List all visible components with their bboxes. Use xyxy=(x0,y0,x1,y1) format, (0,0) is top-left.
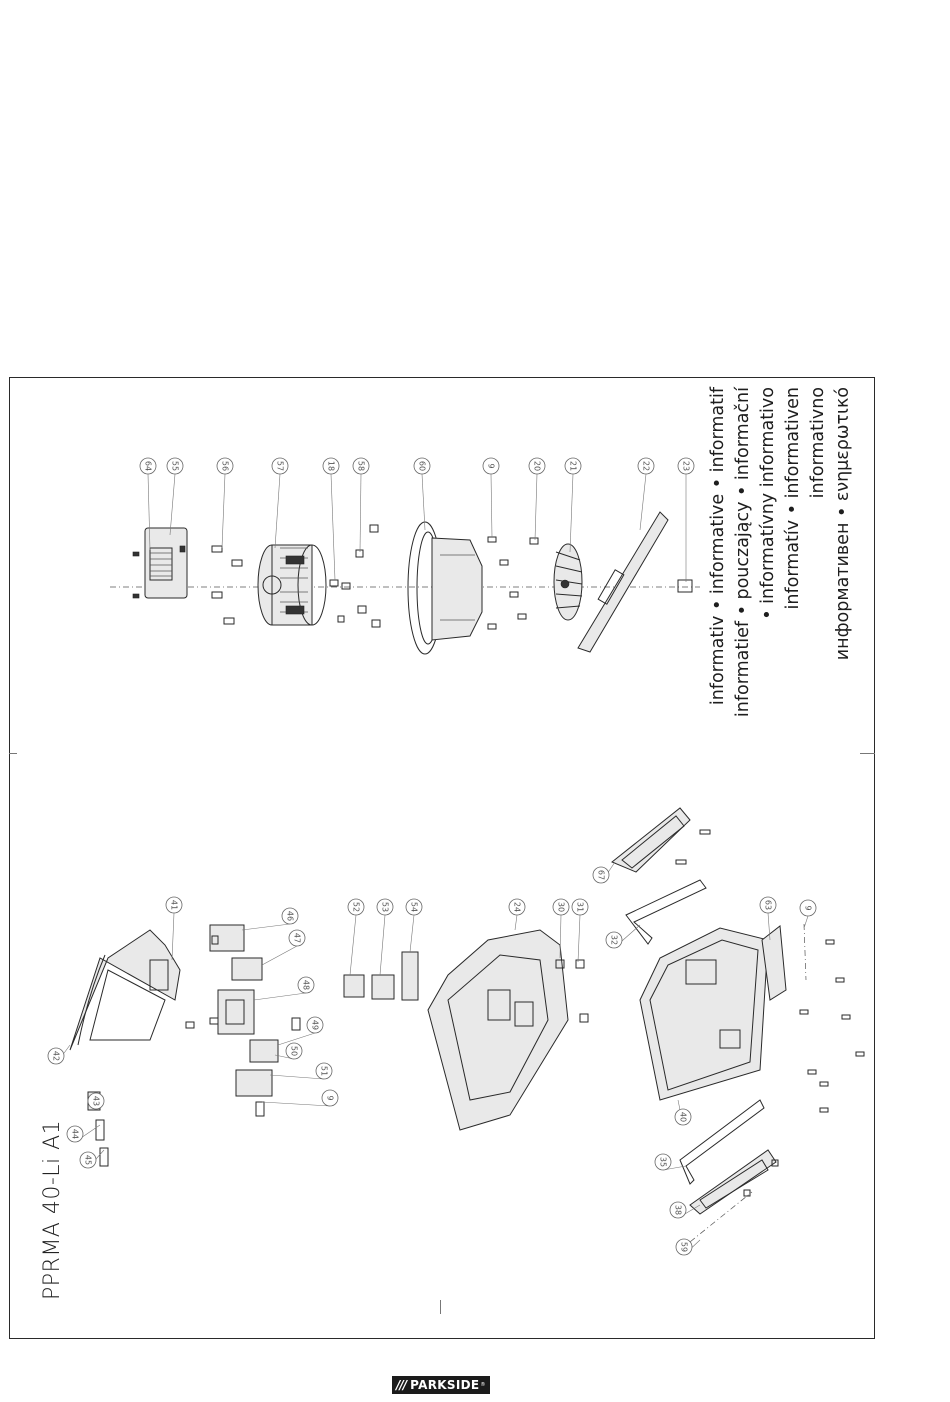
part-number-label: 43 xyxy=(91,1095,101,1107)
leader-line xyxy=(350,915,356,975)
part-number-bubble xyxy=(322,1090,338,1106)
part-number-label: 52 xyxy=(351,901,361,913)
leader-line xyxy=(254,993,306,1000)
leader-line xyxy=(360,474,361,552)
leader-line xyxy=(270,1075,324,1079)
part-number-label: 64 xyxy=(143,460,153,472)
part-number-bubble xyxy=(593,867,609,883)
part-number-bubble xyxy=(88,1093,104,1109)
leader-line xyxy=(331,474,335,580)
part-number-label: 58 xyxy=(356,460,366,472)
part-number-bubble xyxy=(529,458,545,474)
part-number-bubble xyxy=(800,900,816,916)
part-number-label: 67 xyxy=(596,869,606,881)
part-number-label: 38 xyxy=(673,1204,683,1216)
part-number-bubble xyxy=(80,1152,96,1168)
part-number-bubble xyxy=(307,1017,323,1033)
part-number-label: 48 xyxy=(301,979,311,991)
part-number-label: 32 xyxy=(609,934,619,946)
part-number-bubble xyxy=(140,458,156,474)
part-number-bubble xyxy=(406,899,422,915)
part-number-label: 35 xyxy=(658,1156,668,1168)
part-number-bubble xyxy=(414,458,430,474)
part-number-bubble xyxy=(217,458,233,474)
part-number-label: 55 xyxy=(170,460,180,472)
brand-registered-mark: ® xyxy=(480,1382,486,1388)
info-line: информативен • ενημερωτικό xyxy=(833,387,853,661)
main-housing-part xyxy=(428,930,588,1130)
part-number-bubble xyxy=(167,458,183,474)
part-number-bubble xyxy=(166,897,182,913)
motor-housing-part xyxy=(408,522,482,654)
skid-plate-24 xyxy=(612,808,710,872)
part-number-bubble xyxy=(676,1239,692,1255)
part-number-bubble xyxy=(353,458,369,474)
handle-assembly-drawing xyxy=(70,925,588,1166)
part-number-label: 57 xyxy=(275,460,285,472)
part-number-label: 41 xyxy=(169,899,179,911)
part-number-label: 9 xyxy=(803,905,813,911)
leader-line xyxy=(570,474,573,552)
part-number-bubble xyxy=(678,458,694,474)
part-number-label: 54 xyxy=(409,901,419,913)
part-number-label: 53 xyxy=(380,901,390,913)
cutting-blade-part xyxy=(578,512,668,652)
part-number-bubble xyxy=(655,1154,671,1170)
leader-line xyxy=(262,1102,330,1106)
part-number-bubble xyxy=(323,458,339,474)
plate-32 xyxy=(762,926,786,1000)
part-number-bubble xyxy=(572,899,588,915)
info-line: informativno xyxy=(808,387,828,499)
deck-assembly-drawing xyxy=(609,808,864,1253)
leader-line xyxy=(275,474,280,548)
brand-slashes: /// xyxy=(396,1378,407,1392)
parkside-logo xyxy=(392,1376,490,1394)
part-number-bubble xyxy=(282,908,298,924)
part-number-label: 45 xyxy=(83,1154,93,1166)
leader-line xyxy=(535,474,537,540)
brand-name: PARKSIDE xyxy=(410,1378,480,1392)
part-number-label: 60 xyxy=(417,460,427,472)
part-number-bubble xyxy=(48,1048,64,1064)
part-number-bubble xyxy=(286,1043,302,1059)
part-number-label: 24 xyxy=(512,901,522,913)
leader-line xyxy=(170,474,175,535)
info-line: informatief • pouczający • informační xyxy=(733,387,753,718)
part-number-label: 47 xyxy=(292,932,302,944)
leader-line xyxy=(172,913,174,960)
part-number-bubble xyxy=(67,1126,83,1142)
part-number-label: 44 xyxy=(70,1128,80,1140)
part-number-bubble xyxy=(760,897,776,913)
part-number-bubble xyxy=(670,1202,686,1218)
part-number-label: 49 xyxy=(310,1019,320,1031)
part-number-label: 21 xyxy=(568,460,578,472)
part-number-label: 42 xyxy=(51,1050,61,1062)
part-number-bubble xyxy=(289,930,305,946)
part-number-label: 46 xyxy=(285,910,295,922)
part-number-bubble xyxy=(638,458,654,474)
part-number-bubble xyxy=(606,932,622,948)
leader-line xyxy=(380,915,385,975)
part-number-label: 9 xyxy=(486,463,496,469)
part-number-bubble xyxy=(316,1063,332,1079)
leader-line xyxy=(578,915,580,962)
part-number-bubble xyxy=(483,458,499,474)
part-number-label: 63 xyxy=(763,899,773,911)
part-number-bubble xyxy=(675,1109,691,1125)
informative-languages-block xyxy=(706,387,856,772)
part-number-bubble xyxy=(348,899,364,915)
control-module-part xyxy=(133,528,187,598)
part-number-label: 31 xyxy=(575,901,585,913)
leader-line xyxy=(515,915,517,930)
part-number-bubble xyxy=(565,458,581,474)
leader-line xyxy=(422,474,425,530)
part-number-label: 30 xyxy=(556,901,566,913)
leader-line xyxy=(262,946,297,965)
blade-bolt-part xyxy=(678,580,692,592)
part-number-label: 23 xyxy=(681,460,691,472)
leader-line xyxy=(491,474,492,537)
leader-line xyxy=(804,916,808,928)
washer-set-18-58 xyxy=(330,525,380,627)
part-number-label: 22 xyxy=(641,460,651,472)
part-number-label: 50 xyxy=(289,1045,299,1057)
skid-plate-38 xyxy=(690,1150,776,1214)
leader-line xyxy=(640,474,646,530)
bracket-30 xyxy=(626,880,706,944)
info-line: • informatívny informativo xyxy=(758,387,778,620)
model-title: PPRMA 40-Li A1 xyxy=(40,1119,65,1300)
info-line: informatív • informativen xyxy=(783,387,803,610)
part-number-bubble xyxy=(377,899,393,915)
part-number-label: 59 xyxy=(679,1241,689,1253)
motor-part xyxy=(258,545,326,625)
part-number-label: 56 xyxy=(220,460,230,472)
leader-line xyxy=(242,924,290,930)
part-number-bubble xyxy=(272,458,288,474)
connector-parts xyxy=(344,952,418,1000)
top-cover-part xyxy=(70,930,180,1050)
motor-assembly-drawing xyxy=(110,512,700,654)
deck-axis-2 xyxy=(804,924,806,980)
mower-deck-part xyxy=(640,928,768,1100)
screw-set-9-20 xyxy=(488,537,538,629)
leader-line xyxy=(410,915,414,952)
screw-set-56 xyxy=(212,546,242,624)
part-number-label: 18 xyxy=(326,460,336,472)
part-number-label: 51 xyxy=(319,1065,329,1077)
part-number-bubble xyxy=(509,899,525,915)
cooling-fan-part xyxy=(554,544,582,620)
info-line: informativ • informative • informatif xyxy=(708,387,728,706)
part-number-label: 9 xyxy=(325,1095,335,1101)
leader-line xyxy=(222,474,225,548)
part-number-label: 20 xyxy=(532,460,542,472)
part-number-bubble xyxy=(298,977,314,993)
part-number-label: 40 xyxy=(678,1111,688,1123)
part-number-bubble xyxy=(553,899,569,915)
